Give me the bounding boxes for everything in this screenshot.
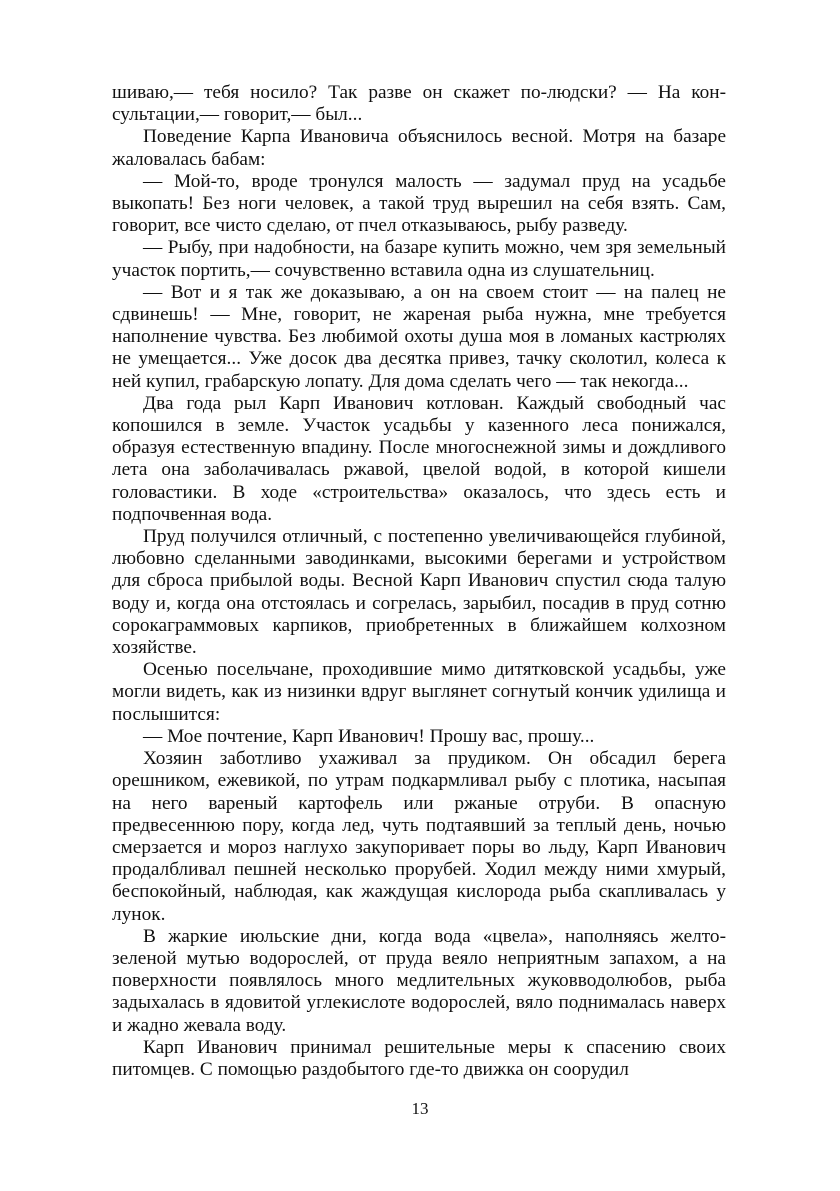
paragraph: — Рыбу, при надобности, на базаре купить можно, чем зря земельный участок портить,— сочувственно вставила одна из слушательниц. [112,237,726,281]
paragraph: В жаркие июльские дни, когда вода «цвела», наполняясь желто-зеленой мутью водорослей, от пруда веяло неприятным запахом, а на поверхности появлялось много медлительных жуковводолюбов, рыба задыхалась в ядовитой углекислоте водорослей, вяло поднималась наверх и жадно жевала воду. [112,925,726,1036]
paragraph: шиваю,— тебя носило? Так разве он скажет по-людски? — На консультации,— говорит,— был... [112,82,726,126]
page-text [112,82,726,1081]
paragraph: — Мое почтение, Карп Иванович! Прошу вас, прошу... [143,725,595,747]
paragraph: Два года рыл Карп Иванович котлован. Каждый свободный час копошился в земле. Участок усадьбы у казенного леса понижался, образуя естественную впадину. После многоснежной зимы и дождливого лета она заболачивалась ржавой, цвелой водой, в которой кишели головастики. В ходе «строительства» оказалось, что здесь есть и подпочвенная вода. [112,392,726,525]
paragraph: Осенью посельчане, проходившие мимо дитятковской усадьбы, уже могли видеть, как из низинки вдруг выглянет согнутый кончик удилища и послышится: [112,659,726,725]
paragraph: — Мой-то, вроде тронулся малость — задумал пруд на усадьбе выкопать! Без ноги человек, а такой труд вырешил на себя взять. Сам, говорит, все чисто сделаю, от пчел отказываюсь, рыбу разведу. [112,170,726,237]
paragraph: — Вот и я так же доказываю, а он на своем стоит — на палец не сдвинешь! — Мне, говорит, не жареная рыба нужна, мне требуется наполнение чувства. Без любимой охоты душа моя в ломаных кастрюлях не умещается... Уже досок два десятка привез, тачку сколотил, колеса к ней купил, грабарскую лопату. Для дома сделать чего — так некогда... [112,281,726,392]
paragraph: Пруд получился отличный, с постепенно увеличивающейся глубиной, любовно сделанными заводинками, высокими берегами и устройством для сброса прибылой воды. Весной Карп Иванович спустил сюда талую воду и, когда она отстоялась и согрелась, зарыбил, посадив в пруд сотню сорокаграммовых карпиков, приобретенных в ближайшем колхозном хозяйстве. [112,526,726,659]
paragraph: Хозяин заботливо ухаживал за прудиком. Он обсадил берега орешником, ежевикой, по утрам подкармливал рыбу с плотика, насыпая на него вареный картофель или ржаные отруби. В опасную предвесеннюю пору, когда лед, чуть подтаявший за теплый день, ночью смерзается и мороз наглухо закупоривает поры во льду, Карп Иванович продалбливал пешней несколько прорубей. Ходил между ними хмурый, беспокойный, наблюдая, как жаждущая кислорода рыба скапливалась у лунок. [112,748,726,925]
paragraph: Карп Иванович принимал решительные меры к спасению своих питомцев. С помощью раздобытого где-то движка он соорудил [112,1036,726,1080]
paragraph: Поведение Карпа Ивановича объяснилось весной. Мотря на базаре жаловалась бабам: [112,126,726,170]
page-number: 13 [411,1099,429,1118]
